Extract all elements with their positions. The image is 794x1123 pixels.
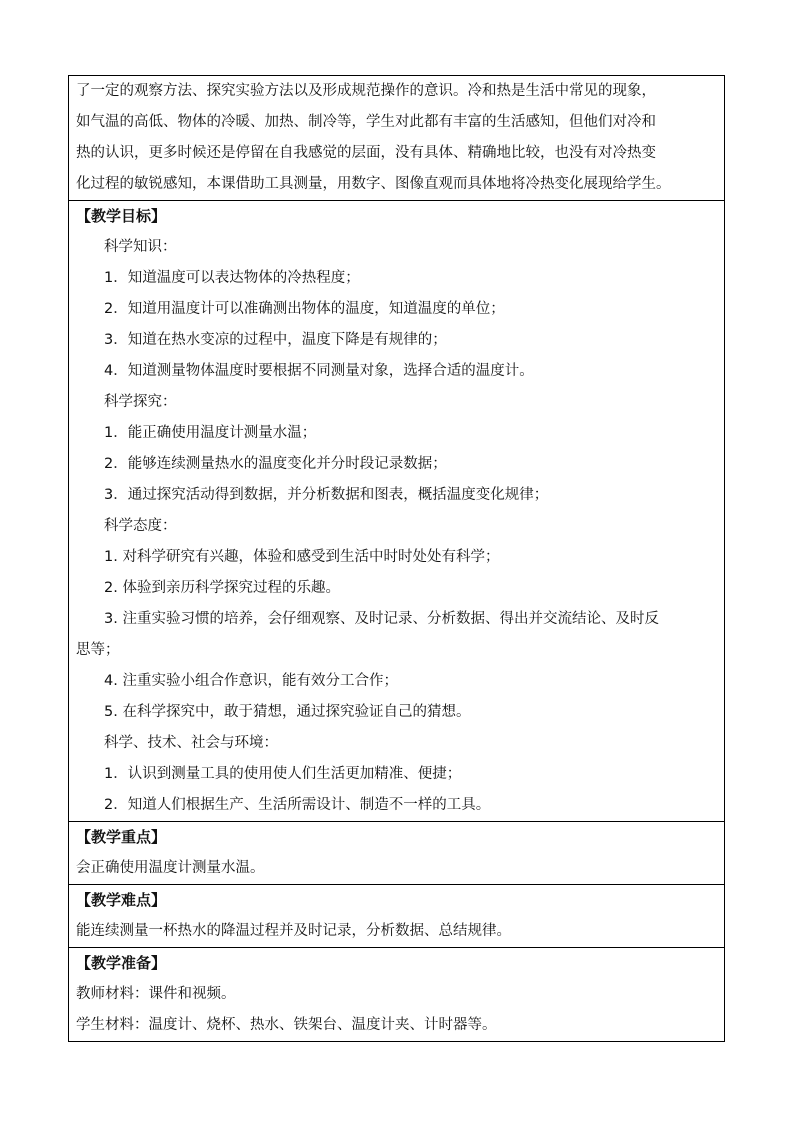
- teacher-materials: 教师材料：课件和视频。: [76, 986, 236, 1002]
- key-point-text: 会正确使用温度计测量水温。: [76, 860, 265, 876]
- knowledge-item: 2．知道用温度计可以准确测出物体的温度，知道温度的单位；: [104, 301, 505, 317]
- objectives-section: [69, 200, 724, 821]
- objectives-heading: 【教学目标】: [76, 207, 167, 225]
- attitude-title: 科学态度：: [104, 518, 177, 534]
- lesson-plan-table: [68, 75, 725, 1042]
- knowledge-item: 3．知道在热水变凉的过程中，温度下降是有规律的；: [104, 332, 447, 348]
- attitude-item: 4. 注重实验小组合作意识，能有效分工合作；: [104, 673, 398, 689]
- knowledge-item: 1．知道温度可以表达物体的冷热程度；: [104, 270, 360, 286]
- inquiry-item: 3．通过探究活动得到数据，并分析数据和图表，概括温度变化规律；: [104, 487, 549, 503]
- inquiry-title: 科学探究：: [104, 394, 177, 410]
- attitude-item-continued: 思等；: [76, 642, 120, 658]
- difficulty-heading: 【教学难点】: [76, 891, 167, 909]
- sts-item: 1．认识到测量工具的使用使人们生活更加精准、便捷；: [104, 766, 462, 782]
- knowledge-item: 4．知道测量物体温度时要根据不同测量对象，选择合适的温度计。: [104, 363, 534, 379]
- intro-section: [69, 76, 724, 200]
- intro-line: 如气温的高低、物体的冷暖、加热、制冷等，学生对此都有丰富的生活感知，但他们对冷和: [76, 114, 656, 130]
- difficulty-section: [69, 884, 724, 947]
- attitude-item: 2. 体验到亲历科学探究过程的乐趣。: [104, 580, 340, 596]
- inquiry-item: 1．能正确使用温度计测量水温；: [104, 425, 317, 441]
- sts-title: 科学、技术、社会与环境：: [104, 735, 278, 751]
- student-materials: 学生材料：温度计、烧杯、热水、铁架台、温度计夹、计时器等。: [76, 1017, 497, 1033]
- sts-item: 2．知道人们根据生产、生活所需设计、制造不一样的工具。: [104, 797, 491, 813]
- intro-line: 了一定的观察方法、探究实验方法以及形成规范操作的意识。冷和热是生活中常见的现象，: [76, 83, 656, 99]
- attitude-item: 1. 对科学研究有兴趣，体验和感受到生活中时时处处有科学；: [104, 549, 500, 565]
- attitude-item: 3. 注重实验习惯的培养，会仔细观察、及时记录、分析数据、得出并交流结论、及时反: [104, 611, 659, 627]
- intro-line: 化过程的敏锐感知，本课借助工具测量，用数字、图像直观而具体地将冷热变化展现给学生。: [76, 176, 671, 192]
- inquiry-item: 2．能够连续测量热水的温度变化并分时段记录数据；: [104, 456, 447, 472]
- key-point-section: [69, 821, 724, 884]
- preparation-section: [69, 947, 724, 1041]
- intro-line: 热的认识，更多时候还是停留在自我感觉的层面，没有具体、精确地比较，也没有对冷热变: [76, 145, 656, 161]
- difficulty-text: 能连续测量一杯热水的降温过程并及时记录，分析数据、总结规律。: [76, 923, 511, 939]
- preparation-heading: 【教学准备】: [76, 954, 167, 972]
- knowledge-title: 科学知识：: [104, 239, 177, 255]
- key-point-heading: 【教学重点】: [76, 828, 167, 846]
- attitude-item: 5. 在科学探究中，敢于猜想，通过探究验证自己的猜想。: [104, 704, 471, 720]
